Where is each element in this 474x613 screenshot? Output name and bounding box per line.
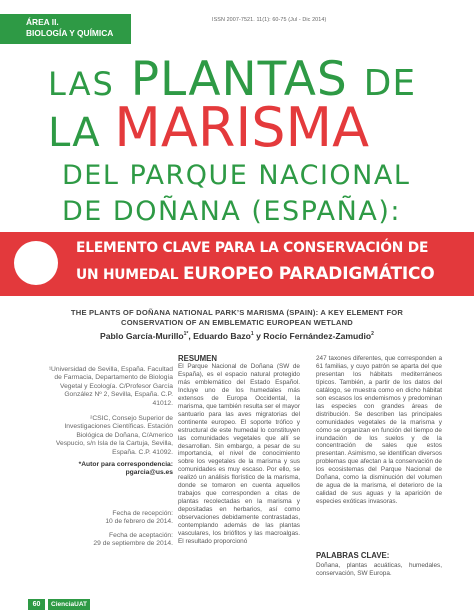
area-label-line2: BIOLOGÍA Y QUÍMICA: [26, 28, 114, 38]
author-2-affil: 1: [250, 331, 254, 338]
received-date: 10 de febrero de 2014.: [105, 518, 173, 526]
keywords-text: Doñana, plantas acuáticas, humedales, conservación, SW Europa.: [316, 562, 442, 577]
title-line-2: [48, 96, 369, 159]
title-line-4: DE DOÑANA (ESPAÑA):: [62, 196, 401, 227]
area-section-label: [0, 14, 131, 44]
author-1-affil: 1*: [183, 331, 189, 338]
subtitle-line-2: [76, 264, 435, 284]
correspondence-label: *Autor para correspondencia:: [78, 461, 173, 468]
title-word-las: LAS: [48, 65, 115, 103]
received-date-block: [48, 510, 173, 527]
keywords-heading: PALABRAS CLAVE:: [316, 551, 390, 560]
title-word-plantas: PLANTAS: [130, 52, 348, 107]
affiliation-2: ²CSIC, Consejo Superior de Investigaciones Científicas. Estación Biológica de Doñana, C/Americo Vespucio, s/n Isla de la Cartuja, Sevilla, España. C.P. 41092.: [55, 415, 173, 456]
correspondence-email[interactable]: pgarcia@us.es: [125, 469, 173, 477]
resumen-heading: RESUMEN: [178, 354, 217, 363]
resumen-text-col1: El Parque Nacional de Doñana (SW de España), es el espacio natural protegido más emblemático del Estado Español. Incluye uno de los humedales más extensos de Europa Occidental, la marisma, que también resulta ser el mayor santuario para las aves migratorias del continente europeo. El soporte trófico y estructural de este humedal lo constituyen las comunidades vegetales que allí se desarrollan. Sin embargo, a pesar de su importancia, el nivel de conocimiento sobre los vegetales de la marisma y sus comunidades es muy escaso. Por ello, se realizó un análisis florístico de la marisma, donde se tomaron en cuenta aquellos trabajos que corresponden a citas de plantas recolectadas en la marisma y depositadas en herbarios, así como observaciones debidamente contrastadas, contemplando además de las plantas vasculares, los briófitos y las macroalgas. El resultado proporcionó: [178, 363, 300, 545]
author-3-affil: 2: [371, 331, 374, 338]
issn-line: ISSN 2007-7521. 11(1): 60-75 (Jul - Dic 2014): [212, 17, 327, 23]
title-word-de: DE: [363, 63, 417, 104]
authors-line: [0, 331, 474, 341]
resumen-text-col2: 247 taxones diferentes, que corresponden a 61 familias, y cuyo patrón se aparta del que presentan los hábitats mediterráneos típicos. También, a partir de los datos del catálogo, se muestra como en dicho hábitat son escasos los endemismos y predominan las especies con grandes áreas de distribución. Se describen las principales comunidades vegetales de la marisma y cómo se organizan en función del tiempo de inundación de los suelos y de la concentración de sales que estos presentan. Asimismo, se identifican diversos problemas que afectan a la conservación de los ecosistemas del Parque Nacional de Doñana, como la disminución del volumen de agua de la marisma, el deterioro de la calidad de sus aguas y la aparición de especies exóticas invasoras.: [316, 355, 442, 506]
magazine-logo: CienciaUAT: [48, 599, 90, 610]
author-2: , Eduardo Bazo: [188, 331, 251, 341]
title-word-la: LA: [48, 110, 101, 156]
received-label: Fecha de recepción:: [112, 510, 173, 517]
subtitle-line2-small: UN HUMEDAL: [76, 267, 179, 283]
affiliation-1: ¹Universidad de Sevilla, España. Facultad de Farmacia, Departamento de Biología Vegetal y Ecología. C/Profesor García González Nº 2, Sevilla, España. C.P. 41012.: [48, 366, 173, 407]
area-label-line1: ÁREA II.: [26, 17, 59, 27]
page-number: 60: [28, 599, 45, 610]
accepted-label: Fecha de aceptación:: [109, 532, 173, 539]
subtitle-line-1: ELEMENTO CLAVE PARA LA CONSERVACIÓN DE: [76, 240, 429, 256]
english-title-line-1: THE PLANTS OF DOÑANA NATIONAL PARK’S MARISMA (SPAIN): A KEY ELEMENT FOR: [70, 308, 404, 317]
accepted-date: 29 de septiembre de 2014.: [93, 540, 173, 548]
title-word-marisma: MARISMA: [114, 96, 370, 159]
accepted-date-block: [48, 532, 173, 549]
author-3: y Rocío Fernández-Zamudio: [253, 331, 372, 341]
correspondence: [48, 461, 173, 478]
subtitle-line2-big: EUROPEO PARADIGMÁTICO: [183, 264, 435, 284]
title-line-3: DEL PARQUE NACIONAL: [62, 160, 411, 191]
author-1: Pablo García-Murillo: [100, 331, 184, 341]
english-title-line-2: CONSERVATION OF AN EMBLEMATIC EUROPEAN WETLAND: [121, 318, 353, 327]
banner-circle-decoration: [14, 241, 58, 285]
